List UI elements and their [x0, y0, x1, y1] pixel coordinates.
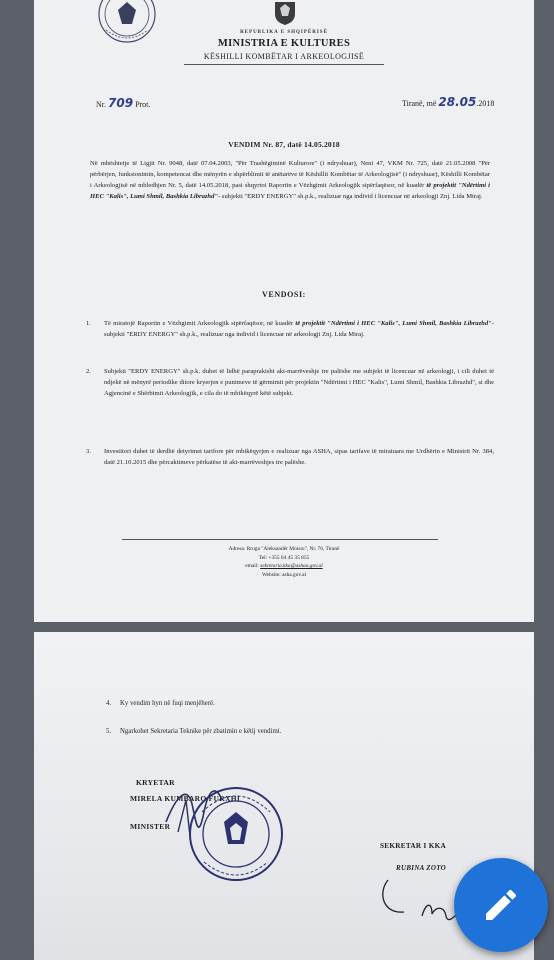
protocol-handwritten-number: 709 [108, 96, 134, 110]
decision-title: VENDIM Nr. 87, datë 14.05.2018 [228, 140, 340, 149]
list-item: 3. Investitori duhet të derdhë detyrimet tarifore për mbikëqyrjen e realizuar nga ASHA, sipas tarifave të miratuara me Urdhërin e Ministrit Nr. 384, datë 21.10.2015 dhe përcaktimeve përkatëse të akt-marrëveshjes tre palëshe. [86, 448, 494, 466]
decision-intro: Në mbështetje të Ligjit Nr. 9048, datë 07.04.2003, "Për Trashëgiminë Kulturore" (i ndryshuar), Neni 47, VKM Nr. 725, datë 21.05.2008 "Për përbërjen, funksionimin, kompetencat dhe mënyrën e shpërblimit të anëtarëve të Këshillit Kombëtar të Arkeologjisë" (i ndryshuar), Këshilli Kombëtar i Arkeologjisë në mbledhjen Nr. 5, datë 14.05.2018, pasi shqyrtoi Raportin e Vëzhgimit Arkeologjik sipërfaqësor, në kuadër të projektit "Ndërtimi i HEC "Kalis", Lumi Shmil, Bashkia Librazhd"- subjekti "ERDY ENERGY" sh.p.k., realizuar nga individ i licencuar në arkeologji Znj. Lida Miraj. [90, 160, 490, 200]
list-item: 1. Të miratojë Raportin e Vëzhgimit Arkeologjik sipërfaqësor, në kuadër të projektit "Ndërtimi i HEC "Kalis", Lumi Shmil, Bashkia Librazhd"- subjekti "ERDY ENERGY" sh.p.k., realizuar nga individ i licencuar në arkeologji Znj. Lida Miraj. [86, 320, 494, 338]
republic-header: REPUBLIKA E SHQIPËRISË [240, 30, 328, 35]
website-link[interactable]: Website: asha.gov.al [262, 571, 306, 578]
protocol-number: Nr. 709 Prot. [96, 96, 151, 110]
ministry-name: MINISTRIA E KULTURES [217, 38, 351, 49]
header-divider [184, 64, 384, 65]
secretary-title: SEKRETAR I KKA [380, 842, 446, 850]
chair-name: MIRELA KUMBARO FURXHI [130, 794, 241, 803]
pencil-icon [481, 885, 521, 925]
footer-divider [122, 539, 438, 540]
document-page-1 [34, 0, 534, 622]
issue-date: Tiranë, më 28.05.2018 [402, 95, 495, 109]
chair-title: KRYETAR [136, 778, 175, 787]
edit-fab-button[interactable] [454, 858, 548, 952]
list-item: 4. Ky vendim hyn në fuqi menjëherë. [106, 700, 215, 707]
resolves-heading: VENDOSI: [262, 290, 306, 299]
list-item: 5. Ngarkohet Sekretaria Teknike për zbatimin e këtij vendimi. [106, 728, 282, 735]
list-item: 2. Subjekti "ERDY ENERGY" sh.p.k. duhet të lidhë paraprakisht akt-marrëveshje tre palëshe me subjekt të licencuar në arkeologji, i cili duhet të ndjekë në mënyrë periodike ditore kryerjen e punimeve të gërmimit për projektin "Ndërtimi i HEC "Kalis", Lumi Shmil, Bashkia Librazhd", si dhe Agjencinë e Shërbimit Arkeologjik, e cila do të mbikëqyrë këtë subjekt. [86, 368, 494, 397]
chair-role: MINISTER [130, 822, 171, 831]
albania-eagle-emblem [270, 0, 300, 26]
email-link[interactable]: sekretaria.kka@ashaa.gov.al [260, 563, 323, 570]
council-name: KËSHILLI KOMBËTAR I ARKEOLOGJISË [203, 52, 365, 61]
footer-contact: Adresa: Rruga "Aleksandër Moisiu", Nr. 76, Tiranë Tel: +355 04 45 35 855 email: sekretaria.kka@ashaa.gov.al Website: asha.gov.al [34, 545, 534, 579]
secretary-name: RUBINA ZOTO [396, 864, 447, 872]
handwritten-date: 28.05 [438, 95, 477, 109]
official-round-stamp [186, 782, 286, 886]
